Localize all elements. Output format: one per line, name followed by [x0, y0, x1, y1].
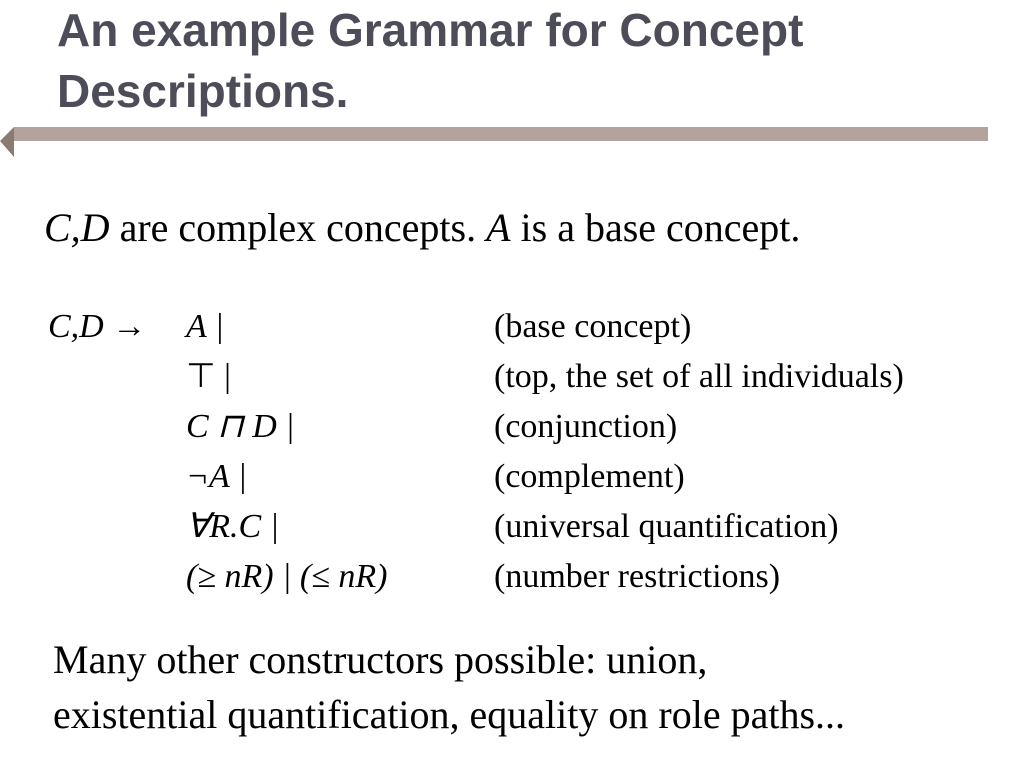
slide-title: An example Grammar for Concept Descriptions. — [57, 4, 804, 117]
grammar-note: (complement) — [494, 458, 685, 495]
grammar-production: ¬A | — [186, 458, 247, 495]
grammar-note: (base concept) — [494, 308, 692, 345]
intro-variable-a: A — [486, 205, 511, 250]
intro-sentence — [44, 200, 800, 256]
grammar-production: ⊤ | — [186, 358, 231, 395]
grammar-production: (≥ nR) | (≤ nR) — [186, 558, 388, 595]
grammar-note: (number restrictions) — [494, 558, 781, 595]
grammar-row — [48, 452, 1008, 502]
grammar-row — [48, 302, 1008, 352]
grammar-production: ∀R.C | — [186, 508, 280, 545]
grammar-note: (universal quantification) — [494, 508, 839, 545]
grammar-table — [48, 302, 1008, 602]
grammar-production: C ⊓ D | — [186, 408, 295, 445]
grammar-production: A | — [186, 308, 225, 345]
grammar-note: (conjunction) — [494, 408, 678, 445]
title-divider-corner — [0, 127, 14, 157]
outro-paragraph: Many other constructors possible: union, existential quantification, equality on role paths... — [53, 637, 846, 737]
grammar-note: (top, the set of all individuals) — [494, 358, 904, 395]
grammar-row — [48, 552, 1008, 602]
intro-variables-cd: C,D — [44, 205, 110, 250]
intro-text-2: is a base concept. — [510, 205, 801, 250]
title-divider — [14, 127, 988, 141]
intro-text-1: are complex concepts. — [109, 205, 487, 250]
grammar-row — [48, 402, 1008, 452]
grammar-row — [48, 502, 1008, 552]
grammar-lhs: C,D → — [48, 308, 147, 345]
grammar-row — [48, 352, 1008, 402]
